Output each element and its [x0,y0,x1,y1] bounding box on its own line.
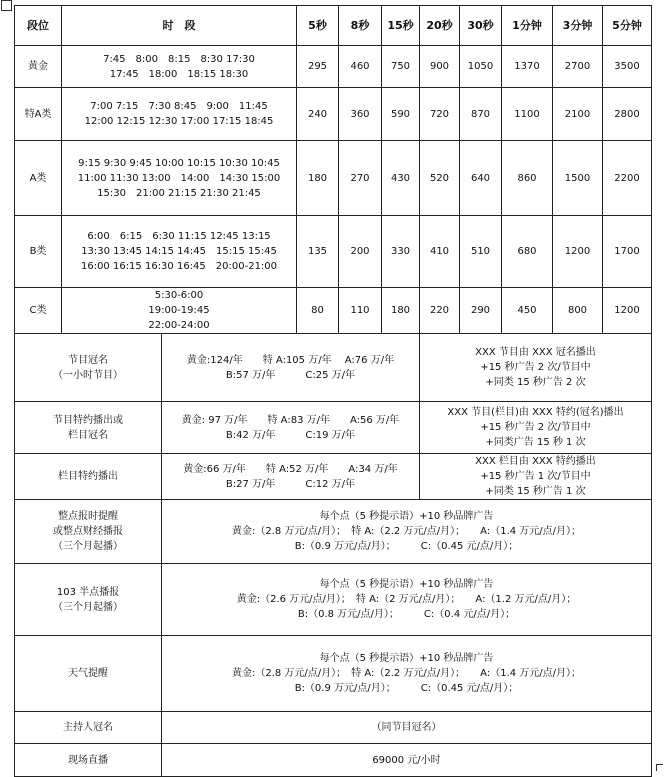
package-label [15,334,162,402]
tier-name: 黄金 [15,46,62,88]
price-cell: 2800 [603,88,652,141]
tier-times-line: 16:00 16:15 16:30 16:45 20:00-21:00 [80,261,278,272]
point-row [15,636,652,712]
tier-times-line: 9:15 9:30 9:45 10:00 10:15 10:30 10:45 [78,157,280,169]
price-cell: 520 [420,141,460,216]
price-cell: 180 [297,141,339,216]
package-label-line: 栏目特约播出 [58,471,118,482]
package-notes [420,454,652,500]
header-timeslot: 时 段 [62,6,297,46]
point-rate-line: 黄金:（2.8 万元/点/月）； 特 A:（2.2 万元/点/月）； A:（1.4 万元/点/月）； [231,668,582,679]
price-cell: 200 [339,216,382,288]
price-cell: 860 [502,141,553,216]
price-cell: 590 [382,88,420,141]
point-label-line: 或整点财经播报 [53,526,123,537]
tier-times-line: 7:00 7:15 7:30 8:45 9:00 11:45 [90,101,268,112]
package-notes [420,334,652,402]
price-cell: 295 [297,46,339,88]
price-cell: 750 [382,46,420,88]
package-note-line: +15 秒广告 1 次/节目中 [480,471,591,482]
tier-times [62,216,297,288]
host-row-value: （同节目冠名） [162,712,652,744]
price-cell: 3500 [603,46,652,88]
price-cell: 135 [297,216,339,288]
package-row [15,334,652,402]
price-cell: 110 [339,288,382,334]
package-label [15,454,162,500]
header-duration: 30秒 [460,6,502,46]
tier-times-line: 15:30 21:00 21:15 21:30 21:45 [97,187,261,199]
tier-times [62,88,297,141]
tier-name: A类 [15,141,62,216]
point-label [15,564,162,636]
header-duration: 5秒 [297,6,339,46]
header-tier: 段位 [15,6,62,46]
package-rate-line: B:42 万/年 C:19 万/年 [225,429,356,441]
point-label [15,636,162,712]
tier-times-line: 6:00 6:15 6:30 11:15 12:45 13:15 [87,231,271,242]
package-label-line: （一小时节目） [53,369,123,381]
point-rates [162,500,652,564]
package-note-line: XXX 节目(栏目)由 XXX 特约(冠名)播出 [447,407,624,418]
price-cell: 460 [339,46,382,88]
package-rates [162,334,420,402]
price-cell: 1700 [603,216,652,288]
tier-name: C类 [15,288,62,334]
tier-times-line: 19:00-19:45 [148,305,210,316]
price-cell: 1050 [460,46,502,88]
header-duration: 15秒 [382,6,420,46]
price-cell: 1100 [502,88,553,141]
tier-name: B类 [15,216,62,288]
package-rate-line: B:27 万/年 C:12 万/年 [225,478,356,490]
tier-times-line: 7:45 8:00 8:15 8:30 17:30 [103,53,255,65]
tier-times-line: 11:00 11:30 13:00 14:00 14:30 15:00 [77,172,281,184]
point-rate-line: 每个点（5 秒提示语）+10 秒品牌广告 [319,579,494,590]
point-rate-line: B:（0.9 万元/点/月）； C:（0.45 元/点/月）； [294,541,519,552]
page-corner-marker [656,764,663,771]
price-cell: 1200 [603,288,652,334]
price-cell: 80 [297,288,339,334]
package-rate-line: 黄金:124/年 特 A:105 万/年 A:76 万/年 [186,354,395,366]
price-cell: 1370 [502,46,553,88]
tier-times-line: 22:00-24:00 [148,320,210,331]
price-cell: 1500 [553,141,603,216]
tier-row [15,141,652,216]
tier-row [15,88,652,141]
price-cell: 220 [420,288,460,334]
package-rates [162,454,420,500]
price-cell: 430 [382,141,420,216]
price-cell: 510 [460,216,502,288]
point-label-line: 整点报时提醒 [58,511,118,522]
host-row-label: 主持人冠名 [15,712,162,744]
header-duration: 1分钟 [502,6,553,46]
tier-times-line: 13:30 13:45 14:15 14:45 15:15 15:45 [81,246,277,257]
tier-row [15,216,652,288]
tier-times [62,46,297,88]
price-cell: 1200 [553,216,603,288]
package-note-line: +15 秒广告 2 次/节目中 [480,422,591,433]
point-label-line: （三个月起播） [53,541,123,552]
point-rate-line: 每个点（5 秒提示语）+10 秒品牌广告 [319,511,494,522]
point-rate-line: 黄金:（2.6 万元/点/月）； 特 A:（2 万元/点/月）； A:（1.2 万元/点/月）； [236,594,577,605]
package-note-line: +同类广告 15 秒 1 次 [485,437,586,448]
header-duration: 20秒 [420,6,460,46]
package-rate-line: B:57 万/年 C:25 万/年 [225,369,356,381]
tier-row [15,46,652,88]
point-rate-line: B:（0.9 万元/点/月）； C:（0.45 元/点/月）； [294,683,519,694]
tier-row [15,288,652,334]
price-cell: 2200 [603,141,652,216]
point-rates [162,636,652,712]
header-duration: 3分钟 [553,6,603,46]
table-anchor-marker [1,0,12,11]
package-notes [420,402,652,454]
package-label [15,402,162,454]
package-note-line: +同类 15 秒广告 1 次 [485,486,586,497]
price-cell: 2700 [553,46,603,88]
header-row [15,6,652,46]
point-rate-line: B:（0.8 万元/点/月）； C:（0.4 元/点/月）； [297,609,516,620]
point-row [15,500,652,564]
point-label-line: 103 半点播报 [56,586,120,598]
package-rates [162,402,420,454]
package-note-line: +15 秒广告 2 次/节目中 [480,362,591,373]
point-rate-line: 黄金:（2.8 万元/点/月）； 特 A:（2.2 万元/点/月）； A:（1.4 万元/点/月）； [231,526,582,537]
tier-name: 特A类 [15,88,62,141]
ad-rate-table [14,5,652,777]
live-row-label: 现场直播 [15,744,162,777]
point-label [15,500,162,564]
package-rate-line: 黄金:66 万/年 特 A:52 万/年 A:34 万/年 [183,463,398,475]
package-note-line: +同类 15 秒广告 2 次 [485,377,586,388]
price-cell: 270 [339,141,382,216]
price-cell: 640 [460,141,502,216]
package-note-line: XXX 栏目由 XXX 特约播出 [475,456,596,467]
tier-times [62,288,297,334]
price-cell: 240 [297,88,339,141]
package-label-line: 节目冠名 [68,354,108,366]
price-cell: 290 [460,288,502,334]
price-cell: 680 [502,216,553,288]
package-label-line: 节目特约播出或 [53,414,123,426]
header-duration: 5分钟 [603,6,652,46]
point-label-line: （三个月起播） [53,601,123,613]
point-label-line: 天气提醒 [68,668,108,679]
package-row [15,402,652,454]
point-rates [162,564,652,636]
package-row [15,454,652,500]
header-duration: 8秒 [339,6,382,46]
tier-times-line: 12:00 12:15 12:30 17:00 17:15 18:45 [84,116,274,127]
price-cell: 720 [420,88,460,141]
price-cell: 450 [502,288,553,334]
price-cell: 410 [420,216,460,288]
tier-times-line: 17:45 18:00 18:15 18:30 [109,68,249,80]
price-cell: 2100 [553,88,603,141]
point-row [15,564,652,636]
package-note-line: XXX 节目由 XXX 冠名播出 [475,347,596,358]
price-cell: 180 [382,288,420,334]
price-cell: 870 [460,88,502,141]
live-row-value: 69000 元/小时 [162,744,652,777]
price-cell: 900 [420,46,460,88]
price-cell: 330 [382,216,420,288]
tier-times-line: 5:30-6:00 [154,290,204,301]
price-cell: 360 [339,88,382,141]
package-rate-line: 黄金: 97 万/年 特 A:83 万/年 A:56 万/年 [181,414,400,426]
host-row [15,712,652,744]
package-label-line: 栏目冠名 [68,429,108,441]
tier-times [62,141,297,216]
price-cell: 800 [553,288,603,334]
point-rate-line: 每个点（5 秒提示语）+10 秒品牌广告 [319,653,494,664]
